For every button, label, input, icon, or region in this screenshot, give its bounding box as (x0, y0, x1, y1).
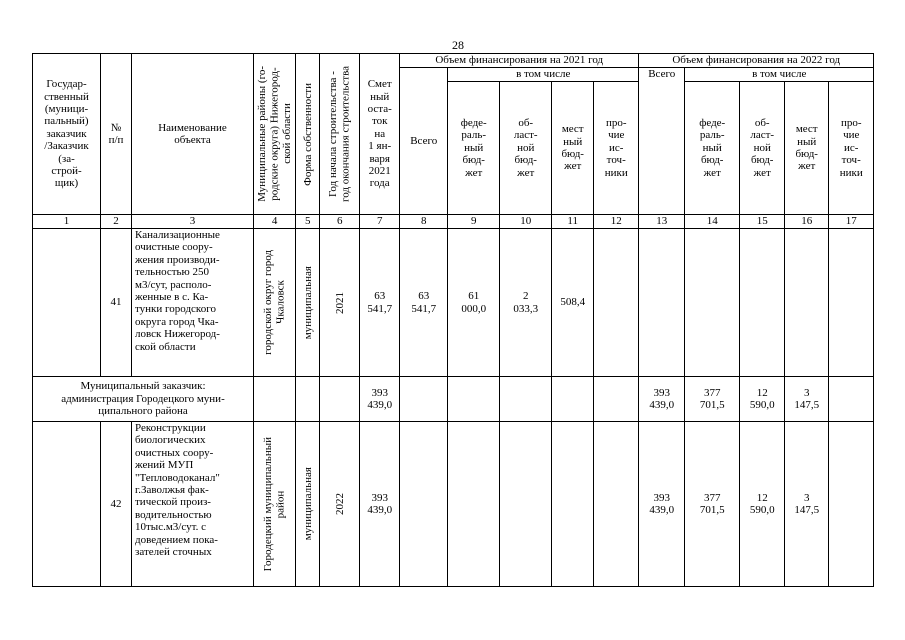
header-including-2022: в том числе (685, 68, 874, 82)
column-number: 6 (320, 215, 360, 229)
header-estimate: Смет ный оста- ток на 1 ян- варя 2021 года (360, 54, 400, 215)
total-2022-cell (639, 229, 685, 377)
header-federal-2021: феде- раль- ный бюд- жет (448, 82, 500, 215)
column-number: 5 (296, 215, 320, 229)
other-2021-cell (594, 377, 639, 422)
year-cell (320, 377, 360, 422)
header-customer: Государ- ственный (муници- пальный) заказчик /Заказчик (за- строй- щик) (33, 54, 101, 215)
column-number: 10 (500, 215, 552, 229)
header-object-name: Наименование объекта (132, 54, 254, 215)
header-other-2022: про- чие ис- точ- ники (829, 82, 874, 215)
column-number: 11 (552, 215, 594, 229)
other-2022-cell (829, 229, 874, 377)
header-local-2022: мест ный бюд- жет (785, 82, 829, 215)
financing-table (32, 53, 874, 587)
header-local-2021: мест ный бюд- жет (552, 82, 594, 215)
other-2022-cell (829, 422, 874, 587)
row-number: 41 (101, 229, 132, 377)
year-cell: 2022 (320, 422, 360, 587)
column-number: 1 (33, 215, 101, 229)
local-2022-cell (785, 229, 829, 377)
header-ownership: Форма собственности (296, 54, 320, 215)
header-years: Год начала строительства - год окончания строительства (320, 54, 360, 215)
column-number: 3 (132, 215, 254, 229)
federal-2021-cell (448, 377, 500, 422)
year-cell: 2021 (320, 229, 360, 377)
local-2021-cell (552, 422, 594, 587)
table-row-42 (33, 422, 874, 587)
total-2022-cell: 393 439,0 (639, 377, 685, 422)
customer-cell (33, 229, 101, 377)
federal-2021-cell (448, 422, 500, 587)
column-number: 16 (785, 215, 829, 229)
other-2021-cell (594, 422, 639, 587)
row-number: 42 (101, 422, 132, 587)
regional-2022-cell: 12 590,0 (740, 422, 785, 587)
header-total-2021: Всего (400, 68, 448, 215)
regional-2021-cell (500, 422, 552, 587)
federal-2022-cell: 377 701,5 (685, 422, 740, 587)
local-2022-cell: 3 147,5 (785, 377, 829, 422)
header-including-2021: в том числе (448, 68, 639, 82)
regional-2021-cell: 2 033,3 (500, 229, 552, 377)
object-name: Канализационные очистные соору- жения производи- тельностью 250 м3/сут, располо- женные в с. Ка- тунки городского округа город Чка- ловск Нижегород- ской области (132, 229, 254, 377)
other-2022-cell (829, 377, 874, 422)
header-district: Муниципальные районы (го- родские округа) Нижегород- ской области (254, 54, 296, 215)
other-2021-cell (594, 229, 639, 377)
federal-2022-cell (685, 229, 740, 377)
header-other-2021: про- чие ис- точ- ники (594, 82, 639, 215)
regional-2022-cell (740, 229, 785, 377)
column-number: 15 (740, 215, 785, 229)
subtotal-row (33, 377, 874, 422)
header-num: № п/п (101, 54, 132, 215)
regional-2022-cell: 12 590,0 (740, 377, 785, 422)
column-number: 14 (685, 215, 740, 229)
header-total-2022: Всего (639, 68, 685, 215)
column-number: 2 (101, 215, 132, 229)
federal-2021-cell: 61 000,0 (448, 229, 500, 377)
column-number: 9 (448, 215, 500, 229)
estimate-cell: 393 439,0 (360, 422, 400, 587)
column-number: 4 (254, 215, 296, 229)
district-cell: Городецкий муниципальный район (254, 422, 296, 587)
total-2021-cell (400, 377, 448, 422)
district-cell: городской округ город Чкаловск (254, 229, 296, 377)
ownership-cell (296, 377, 320, 422)
total-2021-cell (400, 422, 448, 587)
ownership-cell: муниципальная (296, 229, 320, 377)
subtotal-label: Муниципальный заказчик: администрация Городецкого муни- ципального района (33, 377, 254, 422)
column-number: 12 (594, 215, 639, 229)
customer-cell (33, 422, 101, 587)
total-2021-cell: 63 541,7 (400, 229, 448, 377)
local-2022-cell: 3 147,5 (785, 422, 829, 587)
header-regional-2021: об- ласт- ной бюд- жет (500, 82, 552, 215)
column-number: 17 (829, 215, 874, 229)
estimate-cell: 63 541,7 (360, 229, 400, 377)
column-number: 8 (400, 215, 448, 229)
ownership-cell: муниципальная (296, 422, 320, 587)
regional-2021-cell (500, 377, 552, 422)
district-cell (254, 377, 296, 422)
header-fin-2022: Объем финансирования на 2022 год (639, 54, 874, 68)
estimate-cell: 393 439,0 (360, 377, 400, 422)
page-number: 28 (452, 38, 464, 52)
local-2021-cell (552, 377, 594, 422)
header-federal-2022: феде- раль- ный бюд- жет (685, 82, 740, 215)
federal-2022-cell: 377 701,5 (685, 377, 740, 422)
total-2022-cell: 393 439,0 (639, 422, 685, 587)
object-name: Реконструкции биологических очистных соору- жений МУП "Тепловодоканал" г.Заволжья фак- тической произ- водительностью 10тыс.м3/сут. с доведением пока- зателей сточных (132, 422, 254, 587)
column-number: 7 (360, 215, 400, 229)
local-2021-cell: 508,4 (552, 229, 594, 377)
header-regional-2022: об- ласт- ной бюд- жет (740, 82, 785, 215)
column-number: 13 (639, 215, 685, 229)
header-fin-2021: Объем финансирования на 2021 год (400, 54, 639, 68)
table-row-41 (33, 229, 874, 377)
